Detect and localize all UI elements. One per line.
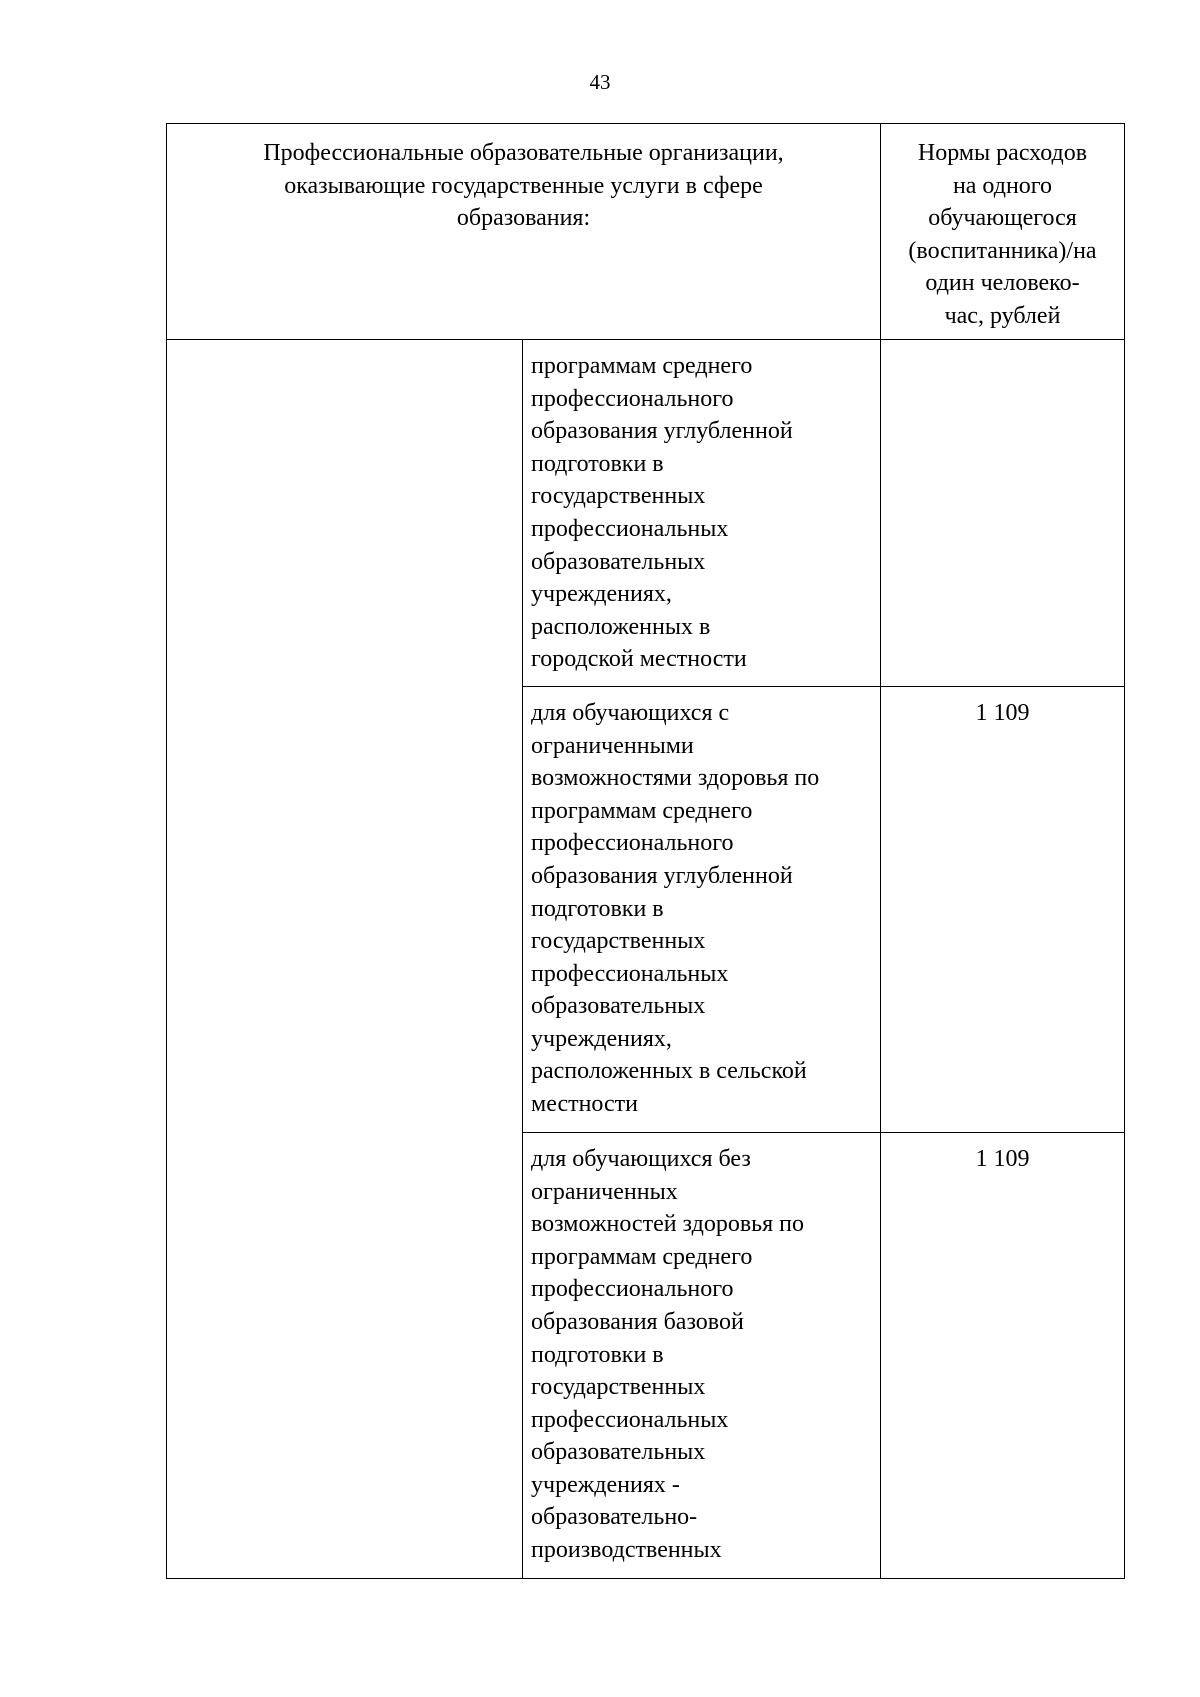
row-description-line: образования базовой [531, 1308, 744, 1335]
header-organizations-line: Профессиональные образовательные организации, [263, 140, 784, 166]
header-norms-cell [881, 124, 1125, 340]
row-description-line: для обучающихся с [531, 699, 730, 726]
header-norms-line: (воспитанника)/на [908, 237, 1097, 264]
row-value-cell: 1 109 [881, 686, 1125, 1132]
row-description-line: возможностей здоровья по [531, 1211, 804, 1238]
row-description-line: государственных [531, 483, 706, 510]
row-description-line: образования углубленной [531, 862, 793, 889]
row-description-line: расположенных в сельской [531, 1058, 807, 1085]
row-description-line: профессионального [531, 385, 734, 412]
row-description-line: подготовки в [531, 450, 664, 477]
row-description-line: местности [531, 1091, 639, 1118]
row-description-line: подготовки в [531, 1341, 664, 1368]
row-value-cell: 1 109 [881, 1132, 1125, 1578]
table-row [167, 340, 1125, 687]
row-description-line: образовательных [531, 993, 706, 1020]
row-description-line: городской местности [531, 646, 747, 673]
expense-norms-table [166, 123, 1125, 1579]
row-description-line: ограниченными [531, 732, 694, 759]
row-description-line: подготовки в [531, 895, 664, 922]
header-norms-line: на одного [952, 172, 1053, 199]
header-norms-line: Нормы расходов [917, 140, 1088, 166]
blank-category-cell [167, 340, 523, 1579]
row-value-cell [881, 340, 1125, 687]
header-organizations-line: образования: [456, 205, 591, 232]
page-number: 43 [589, 70, 611, 94]
row-description-line: программам среднего [531, 797, 753, 824]
header-norms-line: один человеко- [925, 270, 1080, 297]
header-organizations-line: оказывающие государственные услуги в сфере [284, 172, 763, 199]
row-description-cell [523, 1132, 881, 1578]
row-description-cell [523, 686, 881, 1132]
row-description-line: для обучающихся без [531, 1145, 751, 1172]
row-description-line: возможностями здоровья по [531, 765, 820, 792]
row-description-line: государственных [531, 928, 706, 955]
row-description-line: учреждениях, [531, 1025, 672, 1052]
header-norms-line: обучающегося [928, 205, 1077, 232]
row-description-line: образовательных [531, 1439, 706, 1466]
row-description-line: программам среднего [531, 1243, 753, 1270]
row-description-line: профессионального [531, 830, 734, 857]
row-description-line: производственных [531, 1537, 722, 1564]
row-description-line: учреждениях, [531, 581, 672, 608]
header-norms-line: час, рублей [944, 302, 1061, 329]
row-description-line: образования углубленной [531, 418, 793, 445]
row-description-line: расположенных в [531, 613, 711, 640]
row-description-cell [523, 340, 881, 687]
row-description-line: ограниченных [531, 1178, 678, 1205]
row-description-line: профессиональных [531, 960, 729, 987]
header-organizations-cell [167, 124, 881, 340]
row-description-line: профессиональных [531, 515, 729, 542]
row-description-line: образовательных [531, 548, 706, 575]
row-description-line: профессионального [531, 1276, 734, 1303]
row-description-line: программам среднего [531, 353, 753, 379]
table-header-row [167, 124, 1125, 340]
row-description-line: государственных [531, 1374, 706, 1401]
row-description-line: образовательно- [531, 1504, 698, 1531]
row-description-line: учреждениях - [531, 1471, 680, 1498]
row-description-line: профессиональных [531, 1406, 729, 1433]
